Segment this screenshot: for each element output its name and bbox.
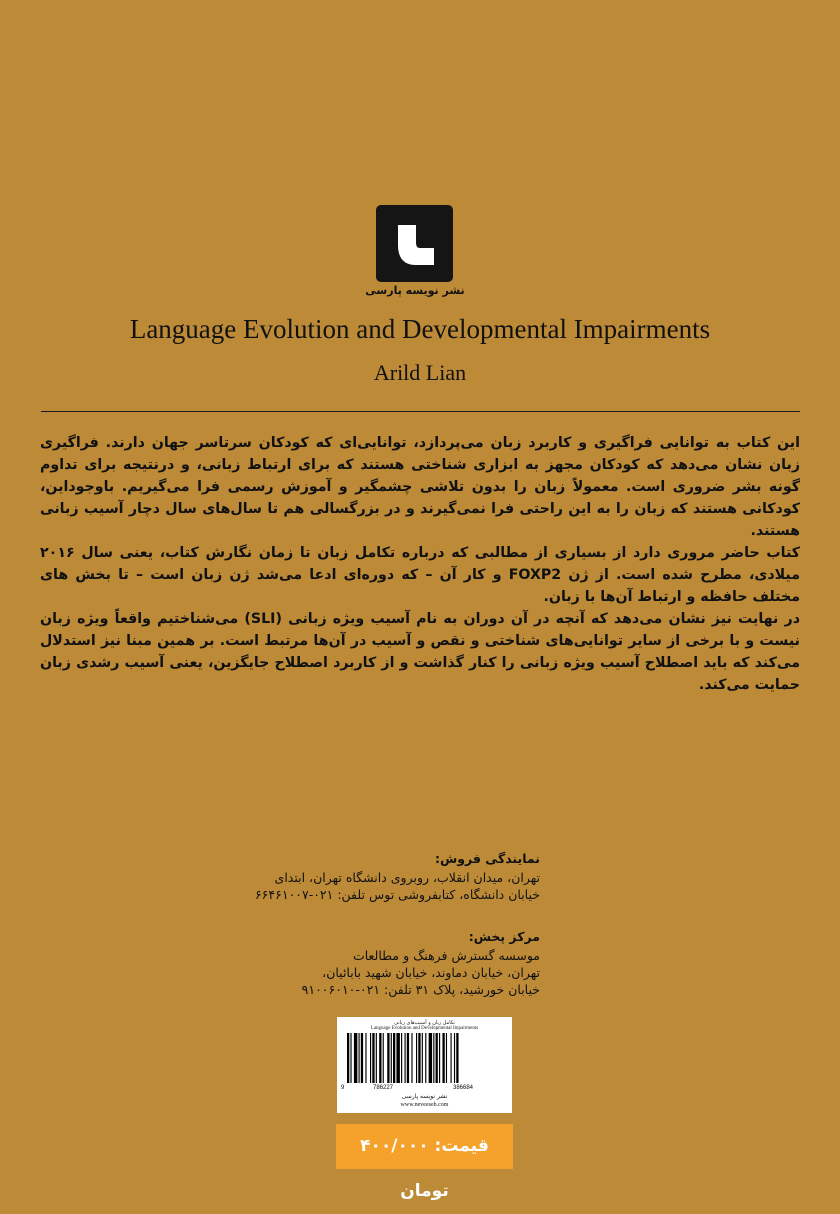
- barcode-bar: [383, 1033, 384, 1083]
- book-author: Arild Lian: [373, 360, 467, 385]
- barcode-bar: [405, 1033, 406, 1083]
- barcode-bar: [391, 1033, 392, 1083]
- barcode-digits-left: 786227: [373, 1085, 394, 1091]
- description-paragraph-3: در نهایت نیز نشان می‌دهد که آنچه در آن دوران به نام آسیب ویژه زبانی (SLI) می‌شناختیم واقعاً ویژه زبان نیست و با برخی از سایر توانایی‌های شناختی و نقص و آسیب در آن‌ها مرتبط است. بر همین مبنا نیز استدلال می‌کند که باید اصطلاح آسیب ویژه زبانی را کنار گذاشت و از کاربرد اصطلاح جایگزین، یعنی آسیب رشدی زبان حمایت می‌کند.: [40, 611, 800, 693]
- barcode-bar: [359, 1033, 360, 1083]
- barcode-icon: [345, 1033, 504, 1085]
- barcode-bar: [425, 1033, 426, 1083]
- barcode-publisher: نشر نویسه پارسی: [401, 1093, 448, 1100]
- barcode-bar: [454, 1033, 455, 1083]
- barcode-bar: [393, 1033, 395, 1083]
- barcode-bar: [401, 1033, 402, 1083]
- distribution-line: خیابان خورشید، پلاک ۳۱ تلفن: ۰۲۱-۹۱۰۰۶۰۱۰: [301, 982, 540, 997]
- barcode-title-fa: تکامل زبان و آسیب‌های زبانی: [394, 1020, 455, 1026]
- barcode-bar: [436, 1033, 438, 1083]
- description-paragraph-2: کتاب حاضر مروری دارد از بسیاری از مطالبی که درباره تکامل زبان تا زمان نگارش کتاب، یعنی سال ۲۰۱۶ میلادی، مطرح شده است. از ژن FOXP2 و کار آن – که دوره‌ای ادعا می‌شد ژن زبان است – تا بخش های مختلف حافظه و ارتباط آن‌ها با زبان.: [40, 545, 800, 605]
- barcode-bar: [396, 1033, 399, 1083]
- barcode-digits-right: 386684: [453, 1085, 474, 1091]
- description-paragraph-1: این کتاب به توانایی فراگیری و کاربرد زبان می‌پردازد، توانایی‌ای که کودکان سرتاسر جهان دارند. فراگیری زبان نشان می‌دهد که کودکان مجهز به ابزاری شناختی هستند که برای ارتباط زبانی، و درنتیجه برای تداوم گونه بشر ضروری است. معمولاً زبان را بدون تلاشی چشمگیر و آموزش رسمی فرا می‌گیریم. باوجوداین، کودکانی هستند که زبان را به این راحتی فرا نمی‌گیرند و در بزرگسالی هم تا سال‌های سال دچار آسیب زبانی هستند.: [40, 435, 800, 539]
- sales-heading: نمایندگی فروش:: [434, 851, 540, 866]
- barcode-website: www.neveeseh.com: [400, 1102, 449, 1108]
- barcode-bar: [379, 1033, 381, 1083]
- barcode-bar: [372, 1033, 374, 1083]
- barcode-bar: [387, 1033, 389, 1083]
- distribution-contact: [240, 928, 540, 998]
- barcode-bar: [350, 1033, 351, 1083]
- distribution-heading: مرکز پخش:: [468, 929, 540, 944]
- price-badge: قیمت: ۴۰۰/۰۰۰ تومان: [336, 1124, 513, 1169]
- barcode-bar: [411, 1033, 412, 1083]
- barcode-bar: [439, 1033, 440, 1083]
- barcode-bar: [429, 1033, 432, 1083]
- publisher-logo-icon: [376, 205, 453, 282]
- barcode-bar: [347, 1033, 349, 1083]
- barcode-bar: [433, 1033, 434, 1083]
- distribution-line: تهران، خیابان دماوند، خیابان شهید بابائیان،: [322, 965, 540, 980]
- book-title: Language Evolution and Developmental Impairments: [129, 314, 711, 344]
- barcode-label: [337, 1017, 512, 1113]
- barcode-bar: [451, 1033, 452, 1083]
- barcode-bar: [422, 1033, 423, 1083]
- barcode-bar: [446, 1033, 447, 1083]
- barcode-bar: [416, 1033, 417, 1083]
- barcode-bar: [370, 1033, 371, 1083]
- sales-line: خیابان دانشگاه، کتابفروشی توس تلفن: ۰۲۱-۶۶۴۶۱۰۰۷: [254, 887, 540, 902]
- publisher-name: نشر نویسه پارسی: [365, 284, 465, 297]
- book-description: [40, 432, 800, 696]
- barcode-bar: [365, 1033, 366, 1083]
- sales-line: تهران، میدان انقلاب، روبروی دانشگاه تهران، ابتدای: [274, 870, 540, 885]
- barcode-bar: [361, 1033, 363, 1083]
- sales-contact: [240, 850, 540, 903]
- barcode-bar: [376, 1033, 377, 1083]
- divider-line: [41, 411, 800, 412]
- barcode-bar: [442, 1033, 444, 1083]
- barcode-bar: [418, 1033, 420, 1083]
- barcode-digit-first: 9: [341, 1085, 345, 1091]
- barcode-bar: [407, 1033, 409, 1083]
- distribution-line: موسسه گسترش فرهنگ و مطالعات: [352, 948, 540, 963]
- barcode-bar: [456, 1033, 458, 1083]
- barcode-title-en: Language Evolution and Developmental Impairments: [370, 1026, 479, 1031]
- barcode-bar: [354, 1033, 357, 1083]
